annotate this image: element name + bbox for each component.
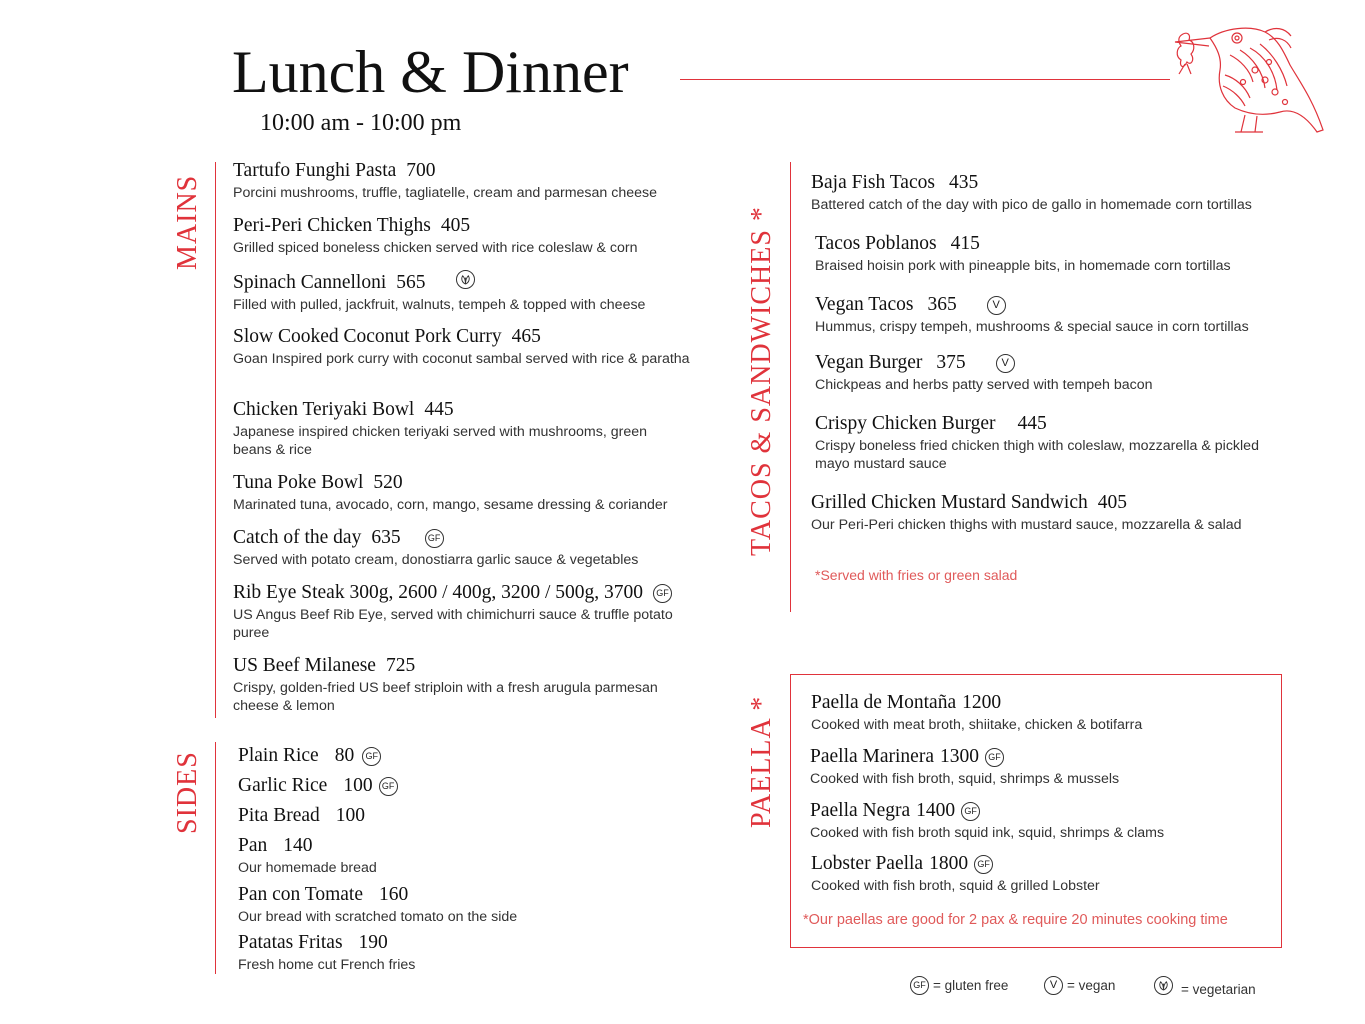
title-divider [680, 79, 1170, 80]
item-description: Our bread with scratched tomato on the side [238, 909, 518, 925]
vegetarian-icon [456, 270, 475, 289]
mains-divider [215, 162, 216, 718]
item-price: 80 [334, 745, 355, 766]
section-label-sides: SIDES [172, 751, 203, 834]
gluten-free-icon: GF [974, 855, 993, 874]
menu-item [233, 326, 703, 368]
item-description: Crispy boneless fried chicken thigh with coleslaw, mozzarella & pickled mayo mustard sauce [815, 438, 1259, 472]
menu-item [238, 932, 415, 974]
menu-item [233, 270, 723, 314]
item-description: Our homemade bread [238, 860, 377, 876]
item-price: 160 [379, 884, 409, 905]
item-price: 100 [343, 775, 373, 796]
vegan-icon: V [1044, 976, 1063, 995]
item-name: Peri-Peri Chicken Thighs 405 [233, 215, 471, 236]
gluten-free-icon: GF [985, 748, 1004, 767]
gluten-free-icon: GF [425, 529, 444, 548]
menu-item [810, 746, 1119, 788]
item-name: Pan 140 [238, 835, 313, 856]
gluten-free-icon: GF [653, 584, 672, 603]
item-name: Lobster Paella 1800 GF [811, 853, 1100, 875]
item-name: Crispy Chicken Burger 445 [815, 413, 1047, 434]
item-description: Cooked with meat broth, shiitake, chicken & botifarra [811, 717, 1143, 733]
section-label-mains: MAINS [172, 174, 203, 270]
legend-gf-label: = gluten free [933, 978, 1009, 993]
item-price: 445 [1017, 413, 1047, 434]
item-price: 1200 [962, 692, 1002, 713]
paella-note: *Our paellas are good for 2 pax & require 20 minutes cooking time [803, 912, 1228, 928]
item-name: Paella Marinera 1300 GF [810, 746, 1119, 768]
item-price: 405 [440, 215, 471, 236]
item-price: 435 [948, 172, 979, 193]
item-description: Crispy, golden-fried US beef striploin with a fresh arugula parmesan cheese & lemon [233, 680, 658, 714]
item-name: Chicken Teriyaki Bowl 445 [233, 399, 454, 420]
sides-divider [215, 742, 216, 974]
menu-item [815, 294, 1249, 336]
item-price: 365 [927, 294, 957, 315]
item-name: Vegan Burger 375 V [815, 352, 1153, 374]
item-name: Rib Eye Steak 300g, 2600 / 400g, 3200 / 500g, 3700 GF [233, 582, 693, 604]
gluten-free-icon: GF [379, 777, 398, 796]
menu-item [238, 884, 517, 926]
legend-vegetarian-label: = vegetarian [1181, 982, 1256, 997]
tacos-divider [790, 162, 791, 612]
item-name: Spinach Cannelloni 565 [233, 270, 723, 294]
menu-item [233, 472, 733, 514]
item-description: Our Peri-Peri chicken thighs with mustard sauce, mozzarella & salad [811, 517, 1242, 533]
item-price: 700 [406, 160, 436, 181]
vegetarian-icon [1154, 976, 1173, 995]
menu-item [815, 233, 1231, 275]
item-price: 1400 [916, 800, 956, 821]
menu-item [238, 805, 365, 827]
gluten-free-icon: GF [362, 747, 381, 766]
item-price: 520 [373, 472, 403, 493]
menu-item [815, 413, 1275, 473]
item-price: 445 [424, 399, 454, 420]
menu-item [238, 835, 377, 877]
item-description: Grilled spiced boneless chicken served with rice coleslaw & corn [233, 240, 638, 256]
menu-item [238, 775, 398, 797]
item-description: US Angus Beef Rib Eye, served with chimichurri sauce & truffle potato puree [233, 607, 673, 641]
menu-item [233, 215, 723, 257]
star-mark: * [746, 206, 777, 222]
item-price: 635 [371, 527, 401, 548]
item-name: Catch of the day 635 GF [233, 527, 723, 549]
tacos-note: *Served with fries or green salad [815, 567, 1018, 583]
vegan-icon: V [987, 296, 1006, 315]
item-name: Plain Rice 80 GF [238, 745, 381, 767]
kingfisher-bird-icon [1165, 20, 1330, 145]
item-name: Vegan Tacos 365 V [815, 294, 1249, 316]
item-name: Paella Negra 1400 GF [810, 800, 1164, 822]
item-price: 375 [936, 352, 966, 373]
vegan-icon: V [996, 354, 1015, 373]
item-name: Patatas Fritas 190 [238, 932, 388, 953]
item-description: Goan Inspired pork curry with coconut sambal served with rice & paratha [233, 351, 690, 367]
gluten-free-icon: GF [910, 976, 929, 995]
section-label-tacos: TACOS & SANDWICHES * [746, 206, 777, 556]
item-name: US Beef Milanese 725 [233, 655, 416, 676]
item-description: Cooked with fish broth squid ink, squid, shrimps & clams [810, 825, 1165, 841]
item-price: 405 [1097, 492, 1127, 513]
item-name: Tartufo Funghi Pasta 700 [233, 160, 436, 181]
menu-item [811, 492, 1242, 534]
item-description: Porcini mushrooms, truffle, tagliatelle, cream and parmesan cheese [233, 185, 657, 201]
item-price: 100 [335, 805, 366, 826]
opening-hours: 10:00 am - 10:00 pm [260, 110, 462, 136]
gluten-free-icon: GF [961, 802, 980, 821]
menu-item [811, 172, 1252, 214]
item-description: Battered catch of the day with pico de gallo in homemade corn tortillas [811, 197, 1252, 213]
item-description: Fresh home cut French fries [238, 957, 416, 973]
item-name: Tuna Poke Bowl 520 [233, 472, 403, 493]
menu-item [810, 800, 1164, 842]
page-title: Lunch & Dinner [232, 39, 629, 105]
item-price: 140 [283, 835, 313, 856]
section-label-paella: PAELLA * [746, 695, 777, 828]
item-description: Marinated tuna, avocado, corn, mango, sesame dressing & coriander [233, 497, 668, 513]
item-name: Baja Fish Tacos 435 [811, 172, 979, 193]
item-price: 415 [950, 233, 980, 254]
menu-item [233, 582, 693, 642]
menu-item [815, 352, 1153, 394]
item-name: Grilled Chicken Mustard Sandwich 405 [811, 492, 1127, 513]
menu-item [233, 527, 723, 569]
legend-vegan [1044, 976, 1115, 995]
item-price: 1800 [929, 853, 969, 874]
item-description: Cooked with fish broth, squid, shrimps & mussels [810, 771, 1120, 787]
menu-item [233, 399, 663, 459]
item-name: Paella de Montaña 1200 [811, 692, 1002, 713]
star-mark: * [746, 695, 777, 711]
item-description: Braised hoisin pork with pineapple bits, in homemade corn tortillas [815, 258, 1231, 274]
item-description: Cooked with fish broth, squid & grilled Lobster [811, 878, 1100, 894]
item-description: Japanese inspired chicken teriyaki served with mushrooms, green beans & rice [233, 424, 648, 458]
legend-gluten-free [910, 976, 1008, 995]
menu-item [238, 745, 381, 767]
item-name: Garlic Rice 100 GF [238, 775, 398, 797]
item-description: Served with potato cream, donostiarra garlic sauce & vegetables [233, 552, 639, 568]
item-price: 465 [511, 326, 541, 347]
item-price: 1300 [939, 746, 979, 767]
menu-item [811, 692, 1142, 734]
item-price: 565 [396, 272, 426, 293]
legend-vegan-label: = vegan [1067, 978, 1116, 993]
menu-item [233, 160, 723, 202]
item-name: Slow Cooked Coconut Pork Curry 465 [233, 326, 541, 347]
item-price: 725 [385, 655, 416, 676]
item-description: Chickpeas and herbs patty served with tempeh bacon [815, 377, 1153, 393]
item-description: Filled with pulled, jackfruit, walnuts, tempeh & topped with cheese [233, 297, 646, 313]
item-name: Tacos Poblanos 415 [815, 233, 980, 254]
item-name: Pita Bread 100 [238, 805, 366, 826]
menu-item [811, 853, 1100, 895]
legend-vegetarian [1154, 976, 1256, 997]
menu-item [233, 655, 663, 715]
item-price: 190 [358, 932, 388, 953]
item-description: Hummus, crispy tempeh, mushrooms & special sauce in corn tortillas [815, 319, 1249, 335]
item-name: Pan con Tomate 160 [238, 884, 409, 905]
